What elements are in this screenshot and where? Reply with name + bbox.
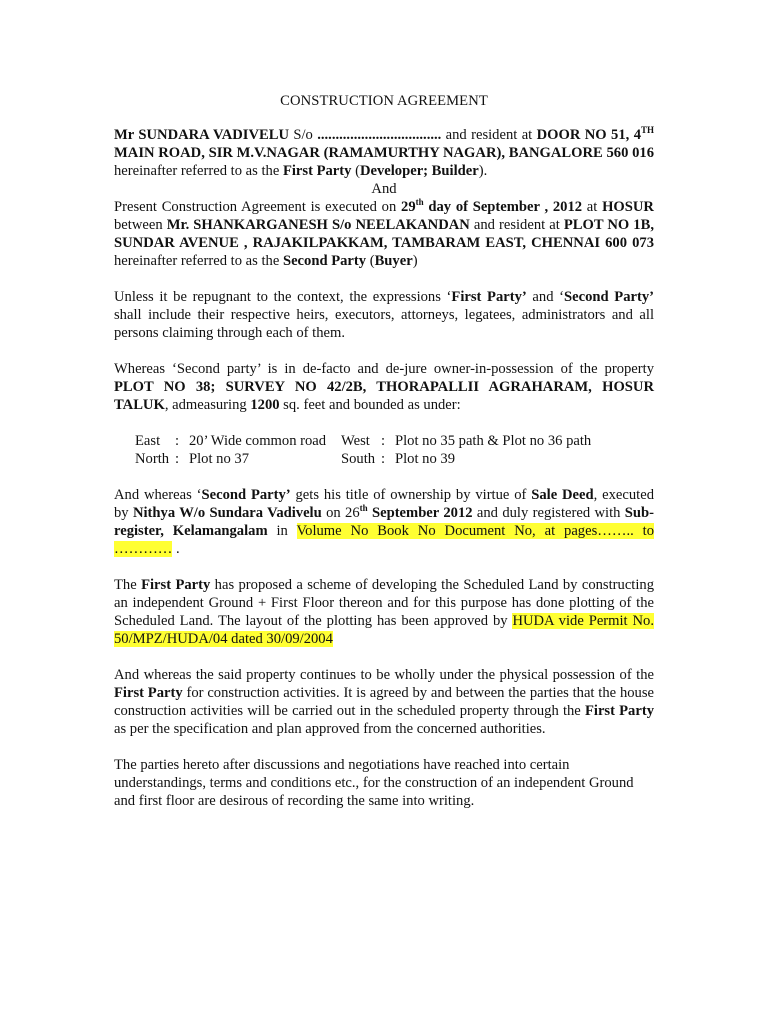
- boundary-row: East : 20’ Wide common road West : Plot no 35 path & Plot no 36 path: [135, 433, 592, 449]
- and-separator: And: [371, 181, 397, 197]
- first-party-name: Mr SUNDARA VADIVELU: [114, 127, 289, 143]
- highlighted-permit: HUDA vide Permit No. 50/MPZ/HUDA/04 dated 30/09/2004: [114, 613, 654, 647]
- spacer: [114, 558, 654, 576]
- highlighted-registration-details: Volume No Book No Document No, at pages…….. to …………: [114, 523, 654, 557]
- second-party-paragraph: Present Construction Agreement is executed on 29th day of September , 2012 at HOSUR between Mr. SHANKARGANESH S/o NEELAKANDAN and resident at PLOT NO 1B, SUNDAR AVENUE , RAJAKILPAKKAM, TAMBARAM EAST, CHENNAI 600 073 hereinafter referred to as the Second Party (Buyer): [114, 197, 654, 269]
- spacer: [114, 468, 654, 486]
- spacer: [114, 648, 654, 666]
- spacer: [114, 414, 654, 432]
- spacer: [114, 270, 654, 288]
- writing-paragraph: The parties hereto after discussions and negotiations have reached into certain understandings, terms and conditions etc., for the construction of an independent Ground and first floor are desirous of recording the same into writing.: [114, 757, 634, 809]
- boundary-row: North : Plot no 37 South : Plot no 39: [135, 451, 456, 467]
- title-deed-paragraph: And whereas ‘Second Party’ gets his title of ownership by virtue of Sale Deed, executed by Nithya W/o Sundara Vadivelu on 26th September 2012 and duly registered with Sub-register, Kelamangalam in Volume No Book No Document No, at pages…….. to ………… .: [114, 487, 655, 557]
- second-party-name: Mr. SHANKARGANESH S/o NEELAKANDAN: [166, 217, 470, 233]
- document-title: CONSTRUCTION AGREEMENT: [280, 93, 488, 109]
- spacer: [114, 342, 654, 360]
- property-paragraph: Whereas ‘Second party’ is in de-facto and de-jure owner-in-possession of the property PLOT NO 38; SURVEY NO 42/2B, THORAPALLII AGRAHARAM, HOSUR TALUK, admeasuring 1200 sq. feet and bounded as under:: [114, 361, 654, 413]
- property-address: PLOT NO 38; SURVEY NO 42/2B, THORAPALLII AGRAHARAM, HOSUR TALUK: [114, 379, 654, 413]
- spacer: [114, 738, 654, 756]
- definitions-paragraph: Unless it be repugnant to the context, the expressions ‘First Party’ and ‘Second Party’ shall include their respective heirs, executors, attorneys, legatees, administrators and all persons claiming through each of them.: [114, 289, 654, 341]
- first-party-paragraph: Mr SUNDARA VADIVELU S/o .................................. and resident at DOOR NO 51, 4TH MAIN ROAD, SIR M.V.NAGAR (RAMAMURTHY NAGAR), BANGALORE 560 016 hereinafter referred to as the First Party (Developer; Builder).: [114, 125, 654, 179]
- boundaries-table: [135, 432, 591, 468]
- development-paragraph: The First Party has proposed a scheme of developing the Scheduled Land by constructing an independent Ground + First Floor thereon and for this purpose has done plotting of the Scheduled Land. The layout of the plotting has been approved by HUDA vide Permit No. 50/MPZ/HUDA/04 dated 30/09/2004: [114, 577, 655, 647]
- possession-paragraph: And whereas the said property continues to be wholly under the physical possession of the First Party for construction activities. It is agreed by and between the parties that the house construction activities will be carried out in the scheduled property through the First Party as per the specification and plan approved from the concerned authorities.: [114, 667, 654, 737]
